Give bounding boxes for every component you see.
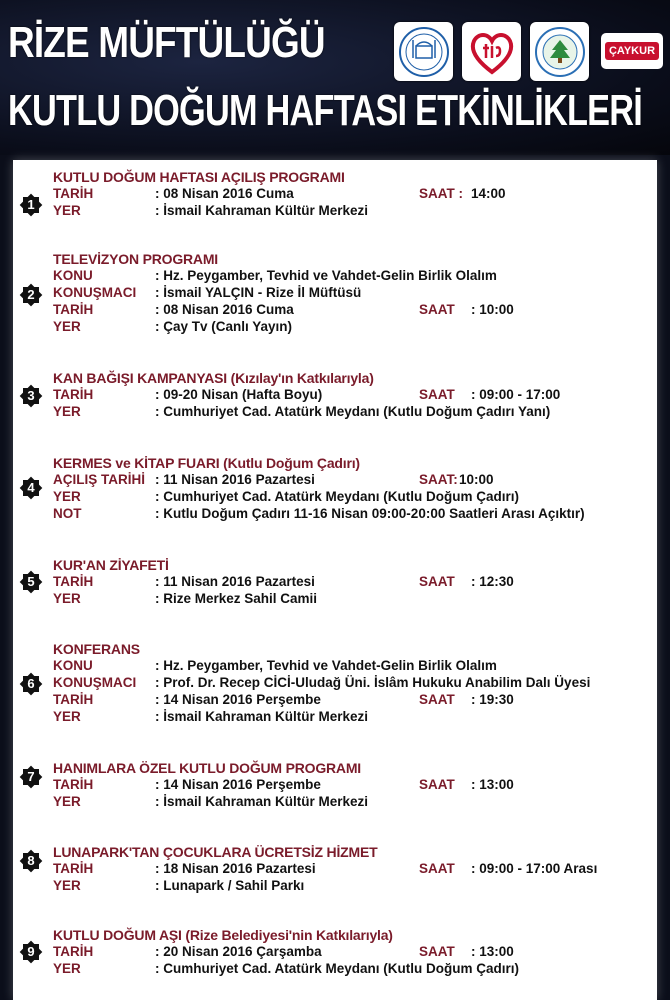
row-label: TARİH <box>53 186 94 201</box>
time-label: SAAT <box>419 387 455 402</box>
caykur-logo <box>601 33 663 69</box>
time-label: SAAT <box>419 944 455 959</box>
row-label: YER <box>53 591 81 606</box>
number-badge-text: 5 <box>27 574 35 589</box>
event-title: HANIMLARA ÖZEL KUTLU DOĞUM PROGRAMI <box>53 760 361 776</box>
poster-header <box>0 0 670 155</box>
row-value: : İsmail Kahraman Kültür Merkezi <box>155 794 369 809</box>
event-row <box>53 268 653 285</box>
row-label: TARİH <box>53 574 94 589</box>
row-label: YER <box>53 709 81 724</box>
row-value: : Çay Tv (Canlı Yayın) <box>155 319 293 334</box>
row-value: : 20 Nisan 2016 Çarşamba <box>155 944 322 959</box>
row-value: : İsmail YALÇIN - Rize İl Müftüsü <box>155 285 362 300</box>
time-label: SAAT <box>419 302 455 317</box>
caykur-logo-text: ÇAYKUR <box>605 42 659 60</box>
event-row <box>53 285 653 302</box>
time-label: SAAT <box>419 777 455 792</box>
row-value: : 09-20 Nisan (Hafta Boyu) <box>155 387 323 402</box>
rize-belediyesi-logo <box>530 22 589 81</box>
row-label: YER <box>53 203 81 218</box>
row-label: KONUŞMACI <box>53 285 137 300</box>
row-value: : 11 Nisan 2016 Pazartesi <box>155 574 315 589</box>
number-badge-text: 1 <box>27 197 35 212</box>
event-title: LUNAPARK'TAN ÇOCUKLARA ÜCRETSİZ HİZMET <box>53 844 378 860</box>
time-label: SAAT <box>419 574 455 589</box>
number-badge-text: 7 <box>27 769 35 784</box>
row-value: : 14 Nisan 2016 Perşembe <box>155 777 321 792</box>
time-value: : 13:00 <box>471 944 514 959</box>
row-label: KONU <box>53 658 93 673</box>
tdv-logo <box>462 22 521 81</box>
event-row <box>53 489 653 506</box>
row-value: : İsmail Kahraman Kültür Merkezi <box>155 709 369 724</box>
event-row <box>53 319 653 336</box>
number-badge <box>18 671 44 697</box>
event-title: KAN BAĞIŞI KAMPANYASI (Kızılay'ın Katkılarıyla) <box>53 370 374 386</box>
event-row <box>53 472 653 489</box>
event-row <box>53 692 653 709</box>
number-badge-text: 8 <box>27 853 35 868</box>
event-row <box>53 709 653 726</box>
number-badge <box>18 475 44 501</box>
row-label: YER <box>53 794 81 809</box>
row-value: : 08 Nisan 2016 Cuma <box>155 302 294 317</box>
number-badge-text: 3 <box>27 388 35 403</box>
number-badge-text: 2 <box>27 287 35 302</box>
row-label: AÇILIŞ TARİHİ <box>53 472 145 487</box>
event-title: KONFERANS <box>53 641 140 657</box>
row-label: TARİH <box>53 302 94 317</box>
number-badge-text: 9 <box>27 944 35 959</box>
row-label: NOT <box>53 506 82 521</box>
row-value: : Cumhuriyet Cad. Atatürk Meydanı (Kutlu Doğum Çadırı) <box>155 961 520 976</box>
time-value: : 09:00 - 17:00 Arası <box>471 861 598 876</box>
page-subtitle: KUTLU DOĞUM HAFTASI ETKİNLİKLERİ <box>8 86 643 135</box>
row-label: TARİH <box>53 387 94 402</box>
events-panel <box>13 160 657 1000</box>
row-value: : Lunapark / Sahil Parkı <box>155 878 305 893</box>
number-badge <box>18 848 44 874</box>
event-row <box>53 186 653 203</box>
row-value: : Rize Merkez Sahil Camii <box>155 591 318 606</box>
time-label: SAAT: <box>419 472 458 487</box>
diyanet-logo <box>394 22 453 81</box>
event-row <box>53 203 653 220</box>
number-badge <box>18 939 44 965</box>
row-label: TARİH <box>53 861 94 876</box>
row-label: YER <box>53 489 81 504</box>
number-badge <box>18 383 44 409</box>
row-label: TARİH <box>53 692 94 707</box>
row-value: : 08 Nisan 2016 Cuma <box>155 186 294 201</box>
event-row <box>53 777 653 794</box>
row-value: : 14 Nisan 2016 Perşembe <box>155 692 321 707</box>
page-title: RİZE MÜFTÜLÜĞÜ <box>8 18 325 67</box>
event-title: KERMES ve KİTAP FUARI (Kutlu Doğum Çadırı) <box>53 455 360 471</box>
event-row <box>53 506 653 523</box>
event-row <box>53 591 653 608</box>
row-label: KONUŞMACI <box>53 675 137 690</box>
row-value: : İsmail Kahraman Kültür Merkezi <box>155 203 369 218</box>
row-value: : 11 Nisan 2016 Pazartesi <box>155 472 315 487</box>
time-value: 10:00 <box>459 472 494 487</box>
event-title: KUTLU DOĞUM AŞI (Rize Belediyesi'nin Katkılarıyla) <box>53 927 393 943</box>
event-row <box>53 574 653 591</box>
row-label: TARİH <box>53 777 94 792</box>
event-row <box>53 944 653 961</box>
row-label: YER <box>53 961 81 976</box>
row-value: : Prof. Dr. Recep CİCİ-Uludağ Üni. İslâm Hukuku Anabilim Dalı Üyesi <box>155 675 591 690</box>
row-value: : 18 Nisan 2016 Pazartesi <box>155 861 316 876</box>
row-value: : Hz. Peygamber, Tevhid ve Vahdet-Gelin Birlik Olalım <box>155 658 497 673</box>
number-badge <box>18 764 44 790</box>
event-row <box>53 404 653 421</box>
number-badge-text: 6 <box>27 676 35 691</box>
number-badge <box>18 282 44 308</box>
number-badge-text: 4 <box>27 480 35 495</box>
event-row <box>53 658 653 675</box>
event-row <box>53 675 653 692</box>
row-label: YER <box>53 878 81 893</box>
row-value: : Hz. Peygamber, Tevhid ve Vahdet-Gelin Birlik Olalım <box>155 268 497 283</box>
time-label: SAAT <box>419 692 455 707</box>
time-value: 14:00 <box>471 186 506 201</box>
row-value: : Cumhuriyet Cad. Atatürk Meydanı (Kutlu Doğum Çadırı) <box>155 489 520 504</box>
event-row <box>53 302 653 319</box>
row-label: YER <box>53 319 81 334</box>
time-label: SAAT : <box>419 186 463 201</box>
row-value: : Cumhuriyet Cad. Atatürk Meydanı (Kutlu Doğum Çadırı Yanı) <box>155 404 551 419</box>
row-label: KONU <box>53 268 93 283</box>
time-value: : 19:30 <box>471 692 514 707</box>
event-title: KUTLU DOĞUM HAFTASI AÇILIŞ PROGRAMI <box>53 169 345 185</box>
row-label: TARİH <box>53 944 94 959</box>
time-value: : 09:00 - 17:00 <box>471 387 561 402</box>
event-row <box>53 961 653 978</box>
number-badge <box>18 192 44 218</box>
event-row <box>53 387 653 404</box>
row-label: YER <box>53 404 81 419</box>
time-value: : 10:00 <box>471 302 514 317</box>
event-title: KUR'AN ZİYAFETİ <box>53 557 169 573</box>
event-row <box>53 861 653 878</box>
event-row <box>53 794 653 811</box>
event-title: TELEVİZYON PROGRAMI <box>53 251 218 267</box>
time-label: SAAT <box>419 861 455 876</box>
event-row <box>53 878 653 895</box>
number-badge <box>18 569 44 595</box>
time-value: : 13:00 <box>471 777 514 792</box>
row-value: : Kutlu Doğum Çadırı 11-16 Nisan 09:00-20:00 Saatleri Arası Açıktır) <box>155 506 585 521</box>
time-value: : 12:30 <box>471 574 514 589</box>
